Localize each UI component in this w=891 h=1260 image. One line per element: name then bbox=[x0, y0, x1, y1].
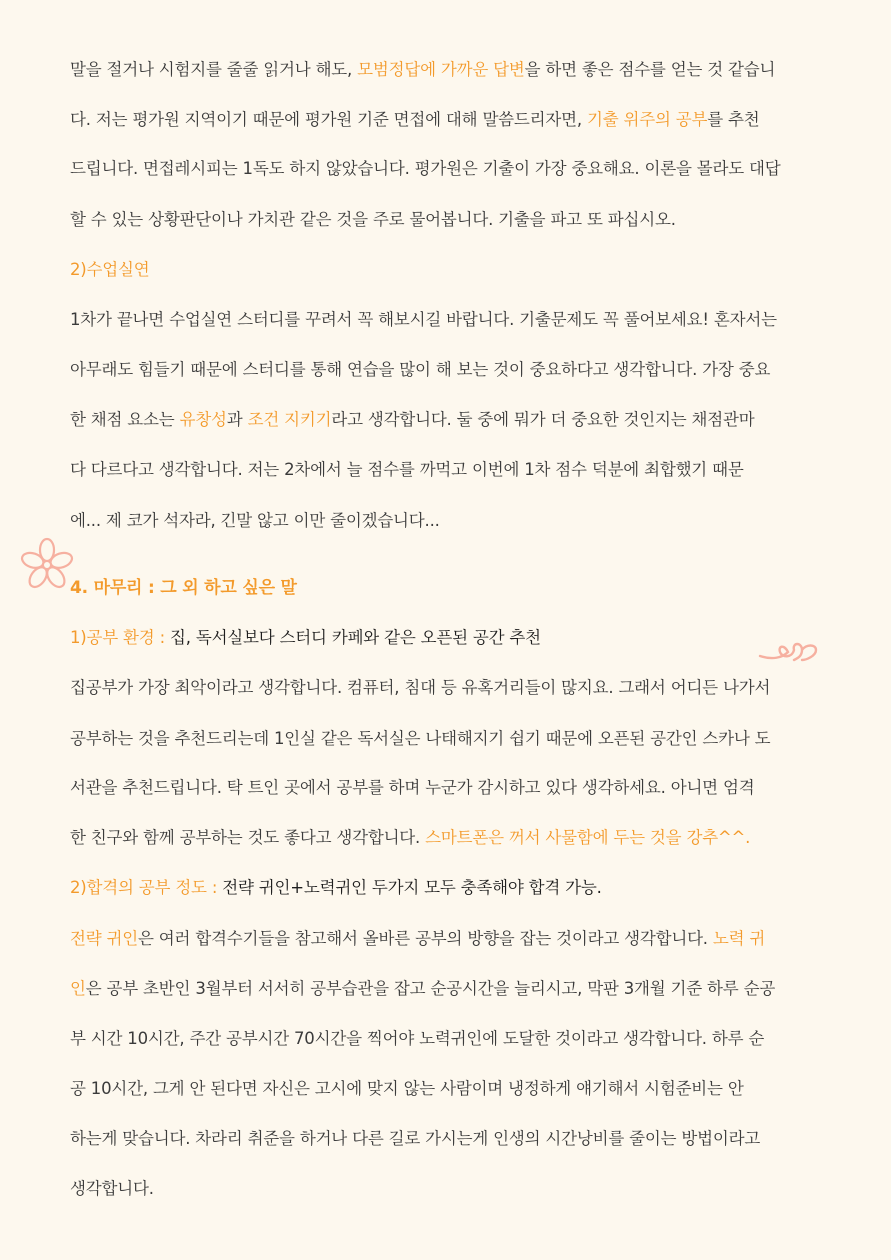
paragraph-line: 1차가 끝나면 수업실연 스터디를 꾸려서 꼭 해보시길 바랍니다. 기출문제도 꼭 풀어보세요! 혼자서는 bbox=[70, 310, 777, 329]
flower-icon bbox=[18, 536, 76, 594]
paragraph-line: 인은 공부 초반인 3월부터 서서히 공부습관을 잡고 순공시간을 늘리시고, 막판 3개월 기준 하루 순공 bbox=[70, 979, 776, 998]
paragraph-line: 한 채점 요소는 유창성과 조건 지키기라고 생각합니다. 둘 중에 뭐가 더 중요한 것인지는 채점관마 bbox=[70, 410, 755, 429]
highlight-text: 기출 위주의 공부 bbox=[586, 110, 708, 129]
highlight-text: 스마트폰은 꺼서 사물함에 두는 것을 강추^^. bbox=[425, 828, 751, 847]
subheading-line: 2)합격의 공부 정도 : 전략 귀인+노력귀인 두가지 모두 충족해야 합격 가능. bbox=[70, 878, 602, 897]
paragraph-line: 한 친구와 함께 공부하는 것도 좋다고 생각합니다. 스마트폰은 꺼서 사물함에 두는 것을 강추^^. bbox=[70, 828, 751, 847]
highlight-text: 전략 귀인 bbox=[70, 929, 139, 948]
highlight-text: 모범정답에 가까운 답변 bbox=[357, 60, 525, 79]
highlight-text: 노력 귀 bbox=[712, 929, 766, 948]
paragraph-line: 공부하는 것을 추천드리는데 1인실 같은 독서실은 나태해지기 쉽기 때문에 오픈된 공간인 스카나 도 bbox=[70, 729, 771, 748]
paragraph-line: 생각합니다. bbox=[70, 1179, 154, 1198]
paragraph-line: 부 시간 10시간, 주간 공부시간 70시간을 찍어야 노력귀인에 도달한 것이라고 생각합니다. 하루 순 bbox=[70, 1029, 765, 1048]
paragraph-line: 드립니다. 면접레시피는 1독도 하지 않았습니다. 평가원은 기출이 가장 중요해요. 이론을 몰라도 대답 bbox=[70, 159, 781, 178]
paragraph-line: 아무래도 힘들기 때문에 스터디를 통해 연습을 많이 해 보는 것이 중요하다고 생각합니다. 가장 중요 bbox=[70, 360, 771, 379]
highlight-text: 유창성 bbox=[179, 410, 227, 429]
paragraph-line: 말을 절거나 시험지를 줄줄 읽거나 해도, 모범정답에 가까운 답변을 하면 좋은 점수를 얻는 것 같습니 bbox=[70, 60, 776, 79]
paragraph-line: 다 다르다고 생각합니다. 저는 2차에서 늘 점수를 까먹고 이번에 1차 점수 덕분에 최합했기 때문 bbox=[70, 460, 744, 479]
paragraph-line: 다. 저는 평가원 지역이기 때문에 평가원 기준 면접에 대해 말씀드리자면, 기출 위주의 공부를 추천 bbox=[70, 110, 760, 129]
paragraph-line: 할 수 있는 상황판단이나 가치관 같은 것을 주로 물어봅니다. 기출을 파고 또 파십시오. bbox=[70, 210, 676, 229]
subheading-line: 1)공부 환경 : 집, 독서실보다 스터디 카페와 같은 오픈된 공간 추천 bbox=[70, 628, 541, 647]
paragraph-line: 집공부가 가장 최악이라고 생각합니다. 컴퓨터, 침대 등 유혹거리들이 많지요. 그래서 어디든 나가서 bbox=[70, 678, 771, 697]
paragraph-line: 전략 귀인은 여러 합격수기들을 참고해서 올바른 공부의 방향을 잡는 것이라고 생각합니다. 노력 귀 bbox=[70, 929, 766, 948]
highlight-text: 인 bbox=[70, 979, 86, 998]
paragraph-line: 에... 제 코가 석자라, 긴말 않고 이만 줄이겠습니다... bbox=[70, 511, 440, 530]
section-heading: 4. 마무리 : 그 외 하고 싶은 말 bbox=[70, 578, 297, 598]
heart-swirl-icon bbox=[758, 638, 822, 664]
paragraph-line: 하는게 맞습니다. 차라리 취준을 하거나 다른 길로 가시는게 인생의 시간낭비를 줄이는 방법이라고 bbox=[70, 1129, 761, 1148]
section-heading: 2)수업실연 bbox=[70, 260, 150, 279]
highlight-text: 조건 지키기 bbox=[247, 410, 332, 429]
paragraph-line: 서관을 추천드립니다. 탁 트인 곳에서 공부를 하며 누군가 감시하고 있다 생각하세요. 아니면 엄격 bbox=[70, 778, 755, 797]
paragraph-line: 공 10시간, 그게 안 된다면 자신은 고시에 맞지 않는 사람이며 냉정하게 얘기해서 시험준비는 안 bbox=[70, 1079, 744, 1098]
